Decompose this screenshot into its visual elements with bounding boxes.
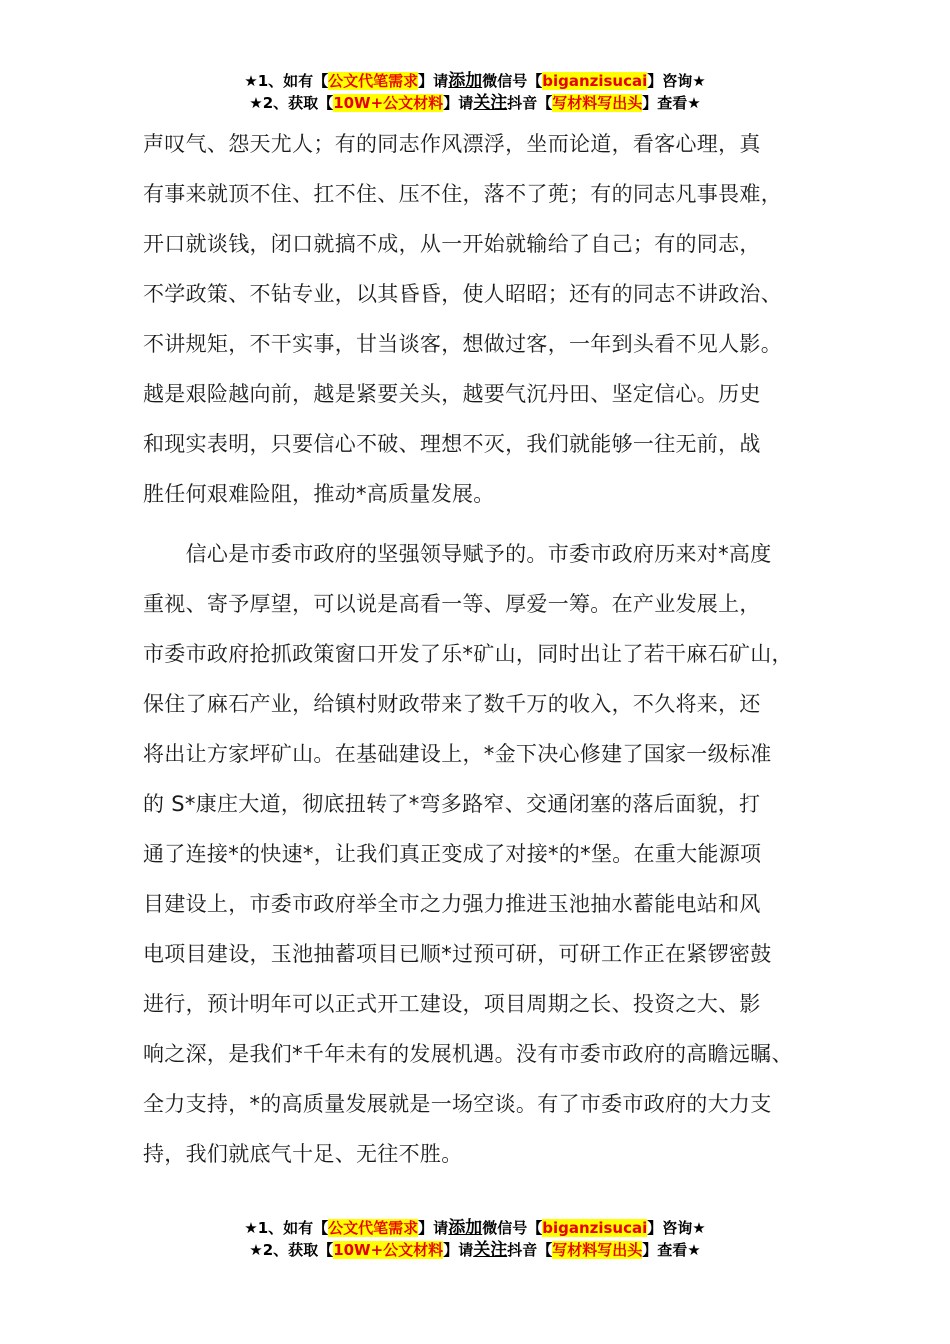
- text-line: 市委市政府抢抓政策窗口开发了乐*矿山，同时出让了若干麻石矿山，: [143, 642, 793, 666]
- banner-text: 】咨询★: [647, 72, 706, 90]
- banner-text: ★1、如有【: [244, 1219, 329, 1237]
- banner-underline-text: 关注: [473, 1240, 508, 1260]
- douyin-account-highlight: 写材料写出头: [552, 1241, 643, 1259]
- materials-highlight: 10W+公文材料: [333, 94, 444, 112]
- service-highlight: 公文代笔需求: [328, 1219, 419, 1237]
- paragraph-2: [143, 529, 833, 1179]
- banner-text: 】请: [443, 94, 474, 112]
- banner-underline-text: 添加: [448, 1218, 483, 1238]
- wechat-id-highlight: biganzisucai: [542, 72, 648, 90]
- text-line: 有事来就顶不住、扛不住、压不住，落不了蔸；有的同志凡事畏难，: [143, 182, 782, 206]
- text-line: 进行，预计明年可以正式开工建设，项目周期之长、投资之大、影: [143, 992, 761, 1016]
- text-line: 的 S*康庄大道，彻底扭转了*弯多路窄、交通闭塞的落后面貌，打: [143, 792, 761, 816]
- text-line: 胜任何艰难险阻，推动*高质量发展。: [143, 482, 495, 506]
- text-line: 不学政策、不钻专业，以其昏昏，使人昭昭；还有的同志不讲政治、: [143, 282, 782, 306]
- douyin-account-highlight: 写材料写出头: [552, 94, 643, 112]
- banner-text: 抖音【: [507, 94, 553, 112]
- footer-banner: [0, 1217, 950, 1261]
- text-line: 开口就谈钱，闭口就搞不成，从一开始就输给了自己；有的同志，: [143, 232, 761, 256]
- text-line: 越是艰险越向前，越是紧要关头，越要气沉丹田、坚定信心。历史: [143, 382, 761, 406]
- text-line: 信心是市委市政府的坚强领导赋予的。市委市政府历来对*高度: [143, 542, 772, 566]
- text-line: 目建设上，市委市政府举全市之力强力推进玉池抽水蓄能电站和风: [143, 892, 761, 916]
- text-line: 响之深，是我们*千年未有的发展机遇。没有市委市政府的高瞻远瞩、: [143, 1042, 793, 1066]
- banner-text: ★2、获取【: [249, 1241, 334, 1259]
- banner-line-2: [0, 92, 950, 114]
- header-banner: [0, 70, 950, 114]
- materials-highlight: 10W+公文材料: [333, 1241, 444, 1259]
- text-line: 持，我们就底气十足、无往不胜。: [143, 1142, 463, 1166]
- text-line: 通了连接*的快速*，让我们真正变成了对接*的*堡。在重大能源项: [143, 842, 762, 866]
- banner-text: 】请: [418, 72, 449, 90]
- banner-text: 抖音【: [507, 1241, 553, 1259]
- text-line: 将出让方家坪矿山。在基础建设上，*金下决心修建了国家一级标准: [143, 742, 772, 766]
- text-line: 全力支持，*的高质量发展就是一场空谈。有了市委市政府的大力支: [143, 1092, 772, 1116]
- text-line: 声叹气、怨天尤人；有的同志作风漂浮，坐而论道，看客心理，真: [143, 132, 761, 156]
- service-highlight: 公文代笔需求: [328, 72, 419, 90]
- text-line: 重视、寄予厚望，可以说是高看一等、厚爱一筹。在产业发展上，: [143, 592, 761, 616]
- banner-text: 】查看★: [642, 94, 701, 112]
- wechat-id-highlight: biganzisucai: [542, 1219, 648, 1237]
- banner-line-1: [0, 70, 950, 92]
- banner-text: 】查看★: [642, 1241, 701, 1259]
- text-line: 保住了麻石产业，给镇村财政带来了数千万的收入，不久将来，还: [143, 692, 761, 716]
- banner-text: 】请: [418, 1219, 449, 1237]
- banner-line-1: [0, 1217, 950, 1239]
- banner-text: 微信号【: [482, 72, 543, 90]
- paragraph-1: [143, 119, 833, 519]
- banner-text: 】咨询★: [647, 1219, 706, 1237]
- text-line: 电项目建设，玉池抽蓄项目已顺*过预可研，可研工作正在紧锣密鼓: [143, 942, 772, 966]
- text-line: 和现实表明，只要信心不破、理想不灭，我们就能够一往无前，战: [143, 432, 761, 456]
- banner-underline-text: 关注: [473, 93, 508, 113]
- text-line: 不讲规矩，不干实事，甘当谈客，想做过客，一年到头看不见人影。: [143, 332, 782, 356]
- banner-text: ★1、如有【: [244, 72, 329, 90]
- banner-text: 】请: [443, 1241, 474, 1259]
- banner-text: 微信号【: [482, 1219, 543, 1237]
- banner-underline-text: 添加: [448, 71, 483, 91]
- banner-line-2: [0, 1239, 950, 1261]
- banner-text: ★2、获取【: [249, 94, 334, 112]
